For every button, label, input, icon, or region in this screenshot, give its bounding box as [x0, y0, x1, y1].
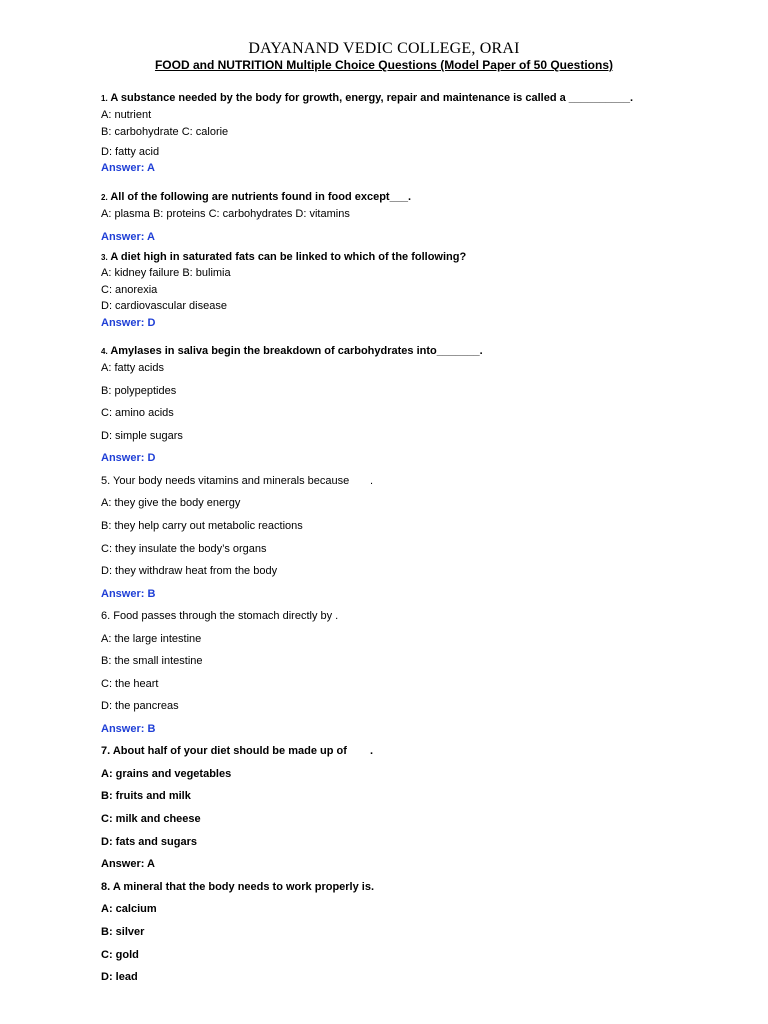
option-c: C: the heart — [101, 678, 159, 690]
option-a-b: A: kidney failure B: bulimia — [101, 267, 231, 279]
option-b-c: B: carbohydrate C: calorie — [101, 126, 229, 138]
answer-6: Answer: B — [101, 723, 156, 735]
answer-7: Answer: A — [101, 858, 155, 870]
question-number: 4. — [101, 347, 108, 356]
question-6: 6. Food passes through the stomach directly by . — [101, 610, 339, 622]
question-1 — [101, 92, 633, 104]
option-a: A: the large intestine — [101, 633, 202, 645]
answer-5: Answer: B — [101, 588, 156, 600]
option-c: C: they insulate the body’s organs — [101, 543, 267, 555]
option-a: A: calcium — [101, 903, 157, 915]
option-d: D: they withdraw heat from the body — [101, 565, 278, 577]
option-a: A: grains and vegetables — [101, 768, 232, 780]
question-text: A diet high in saturated fats can be linked to which of the following? — [107, 251, 467, 263]
question-5-end: . — [370, 475, 374, 487]
answer-2: Answer: A — [101, 231, 155, 243]
college-title: DAYANAND VEDIC COLLEGE, ORAI — [248, 40, 520, 57]
option-d: D: simple sugars — [101, 430, 183, 442]
question-text: All of the following are nutrients found in food except___. — [107, 191, 411, 203]
option-b: B: they help carry out metabolic reactions — [101, 520, 303, 532]
option-c: C: gold — [101, 949, 139, 961]
option-d: D: fats and sugars — [101, 836, 197, 848]
question-8: 8. A mineral that the body needs to work properly is — [101, 881, 371, 893]
question-2 — [101, 191, 411, 203]
option-b: B: the small intestine — [101, 655, 203, 667]
answer-4: Answer: D — [101, 452, 156, 464]
options-line: A: plasma B: proteins C: carbohydrates D: vitamins — [101, 208, 350, 220]
option-d: D: fatty acid — [101, 146, 160, 158]
question-number: 3. — [101, 253, 108, 262]
answer-3: Answer: D — [101, 317, 156, 329]
option-a: A: they give the body energy — [101, 497, 241, 509]
option-c: C: milk and cheese — [101, 813, 201, 825]
option-b: B: fruits and milk — [101, 790, 191, 802]
question-8-end: . — [371, 881, 375, 893]
question-4 — [101, 345, 483, 357]
option-d: D: lead — [101, 971, 138, 983]
option-c: C: amino acids — [101, 407, 174, 419]
question-5: 5. Your body needs vitamins and minerals because — [101, 475, 350, 487]
question-number: 2. — [101, 193, 108, 202]
question-text: A substance needed by the body for growth, energy, repair and maintenance is called a __________. — [107, 92, 634, 104]
option-b: B: polypeptides — [101, 385, 177, 397]
question-7: 7. About half of your diet should be made up of — [101, 745, 347, 757]
option-a: A: nutrient — [101, 109, 152, 121]
answer-1: Answer: A — [101, 162, 155, 174]
question-7-end: . — [370, 745, 374, 757]
option-d: D: cardiovascular disease — [101, 300, 227, 312]
option-d: D: the pancreas — [101, 700, 179, 712]
question-3 — [101, 251, 466, 263]
option-c: C: anorexia — [101, 284, 158, 296]
option-a: A: fatty acids — [101, 362, 164, 374]
paper-subtitle: FOOD and NUTRITION Multiple Choice Questions (Model Paper of 50 Questions) — [154, 58, 614, 72]
question-number: 1. — [101, 94, 108, 103]
option-b: B: silver — [101, 926, 145, 938]
question-text: Amylases in saliva begin the breakdown of carbohydrates into_______. — [107, 345, 483, 357]
